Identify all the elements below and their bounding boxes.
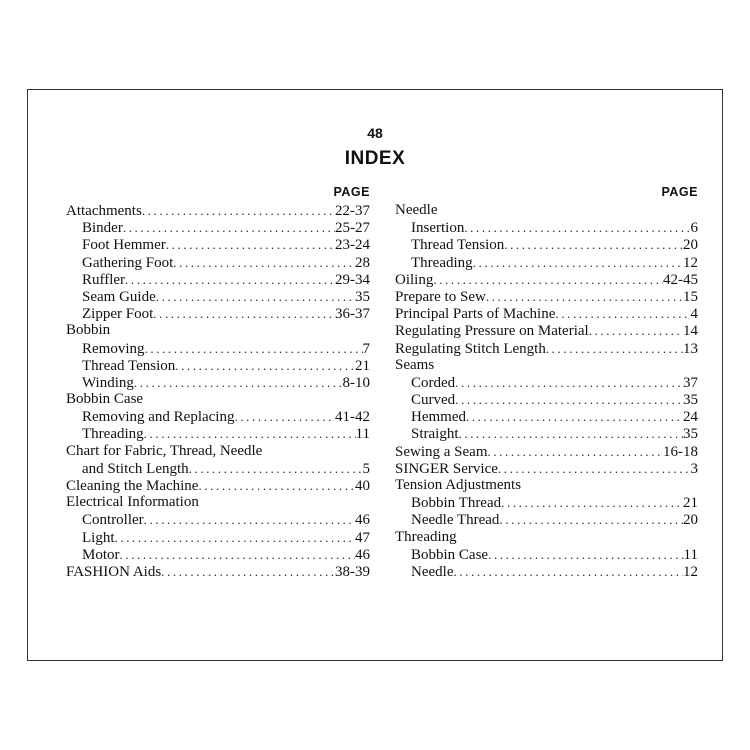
dot-leader <box>499 511 683 528</box>
entry-label: Electrical Information <box>66 494 199 511</box>
dot-leader <box>546 340 683 357</box>
dot-leader <box>433 271 663 288</box>
index-entry <box>66 529 370 546</box>
dot-leader <box>173 254 355 271</box>
entry-page-number: 8-10 <box>342 374 370 391</box>
index-entry <box>66 460 370 477</box>
entry-label: Removing and Replacing <box>82 409 235 426</box>
dot-leader <box>486 288 683 305</box>
entry-label: Bobbin Case <box>411 546 489 563</box>
index-entry <box>395 494 698 511</box>
dot-leader <box>504 236 683 253</box>
index-entry <box>66 546 370 563</box>
entry-page-number: 20 <box>683 512 698 529</box>
index-entry <box>66 305 370 322</box>
index-entry <box>395 288 698 305</box>
entry-page-number: 15 <box>683 288 698 305</box>
entry-label: Thread Tension <box>411 237 505 254</box>
entry-page-number: 5 <box>362 460 370 477</box>
index-entry <box>66 322 370 339</box>
entry-page-number: 46 <box>355 512 370 529</box>
entry-label: Bobbin Case <box>66 391 144 408</box>
dot-leader <box>125 271 335 288</box>
entry-page-number: 24 <box>683 409 698 426</box>
dot-leader <box>459 425 684 442</box>
entry-page-number: 42-45 <box>663 271 698 288</box>
dot-leader <box>555 305 690 322</box>
dot-leader <box>466 408 683 425</box>
entry-page-number: 35 <box>683 392 698 409</box>
page-number: 48 <box>367 125 383 141</box>
entry-page-number: 7 <box>362 340 370 357</box>
entry-label: Hemmed <box>411 409 466 426</box>
index-entry <box>66 236 370 253</box>
dot-leader <box>144 425 356 442</box>
entry-page-number: 37 <box>683 374 698 391</box>
entry-label: Insertion <box>411 220 465 237</box>
dot-leader <box>175 357 355 374</box>
index-entry <box>395 408 698 425</box>
dot-leader <box>453 563 683 580</box>
index-entry <box>395 202 698 219</box>
index-entry <box>395 425 698 442</box>
index-entry <box>395 357 698 374</box>
dot-leader <box>589 322 683 339</box>
entry-label: Principal Parts of Machine <box>395 306 556 323</box>
index-entry <box>395 546 698 563</box>
entry-label: Cleaning the Machine <box>66 478 199 494</box>
index-entry <box>395 340 698 357</box>
index-entry <box>395 563 698 580</box>
entry-page-number: 13 <box>683 340 698 357</box>
dot-leader <box>144 511 355 528</box>
entry-page-number: 14 <box>683 323 698 340</box>
entry-label: Straight <box>411 426 459 443</box>
entry-page-number: 46 <box>355 546 370 563</box>
dot-leader <box>120 546 356 563</box>
entry-page-number: 22-37 <box>335 203 370 219</box>
entry-label: Gathering Foot <box>82 254 174 271</box>
entry-page-number: 28 <box>355 254 370 271</box>
dot-leader <box>115 529 356 546</box>
dot-leader <box>198 477 355 494</box>
index-entry <box>66 271 370 288</box>
entry-label: FASHION Aids <box>66 563 162 580</box>
entry-label: Needle Thread <box>411 512 500 529</box>
dot-leader <box>161 563 335 580</box>
entry-page-number: 47 <box>355 529 370 546</box>
index-entry <box>66 374 370 391</box>
entry-page-number: 29-34 <box>335 271 370 288</box>
entry-label: Winding <box>82 374 134 391</box>
index-entry <box>66 254 370 271</box>
entry-page-number: 16-18 <box>663 443 698 460</box>
entry-label: Removing <box>82 340 145 357</box>
dot-leader <box>142 202 335 219</box>
index-entry <box>395 322 698 339</box>
index-entry <box>66 563 370 580</box>
entry-label: Needle <box>411 563 454 580</box>
dot-leader <box>473 254 683 271</box>
index-entry <box>395 236 698 253</box>
index-entry <box>66 288 370 305</box>
entry-label: SINGER Service <box>395 460 498 477</box>
entry-label: Ruffler <box>82 271 126 288</box>
index-entry <box>395 529 698 546</box>
index-entry <box>66 443 370 460</box>
dot-leader <box>166 236 335 253</box>
entry-label: Controller <box>82 512 144 529</box>
entry-label: Regulating Stitch Length <box>395 340 546 357</box>
dot-leader <box>123 219 335 236</box>
entry-label: Threading <box>411 254 473 271</box>
index-entry <box>395 254 698 271</box>
entry-page-number: 20 <box>683 237 698 254</box>
index-title: INDEX <box>344 148 406 169</box>
entry-page-number: 40 <box>355 478 370 494</box>
dot-leader <box>134 374 343 391</box>
index-entry <box>66 202 370 219</box>
entry-page-number: 12 <box>683 254 698 271</box>
entry-page-number: 11 <box>355 426 370 443</box>
index-entry <box>66 408 370 425</box>
index-entry <box>66 391 370 408</box>
entry-label: Foot Hemmer <box>82 237 166 254</box>
entry-label: Motor <box>82 546 120 563</box>
entry-label: Needle <box>395 202 438 218</box>
dot-leader <box>464 219 690 236</box>
dot-leader <box>234 408 335 425</box>
entry-page-number: 21 <box>355 357 370 374</box>
dot-leader <box>153 305 335 322</box>
entry-label: Corded <box>411 374 456 391</box>
entry-label: Light <box>82 529 115 546</box>
entry-label: Curved <box>411 392 456 409</box>
index-entry <box>395 271 698 288</box>
entry-page-number: 23-24 <box>335 237 370 254</box>
entry-label: Thread Tension <box>82 357 176 374</box>
index-entry <box>395 219 698 236</box>
index-entry <box>66 494 370 511</box>
entry-label: Tension Adjustments <box>395 477 522 493</box>
right-index-column <box>395 183 698 580</box>
page-column-header: PAGE <box>661 185 698 199</box>
entry-page-number: 6 <box>690 220 698 237</box>
index-entry <box>66 340 370 357</box>
entry-label: Sewing a Seam <box>395 443 488 460</box>
entry-label: Zipper Foot <box>82 306 154 323</box>
dot-leader <box>488 546 683 563</box>
left-entry-list <box>66 202 370 580</box>
index-entry <box>66 425 370 442</box>
index-entry <box>395 511 698 528</box>
entry-label: Regulating Pressure on Material <box>395 323 589 340</box>
entry-label: Seams <box>395 356 435 373</box>
entry-page-number: 21 <box>683 495 698 512</box>
dot-leader <box>455 391 683 408</box>
entry-page-number: 38-39 <box>335 563 370 580</box>
entry-page-number: 35 <box>683 426 698 443</box>
entry-page-number: 25-27 <box>335 220 370 237</box>
dot-leader <box>498 460 691 477</box>
dot-leader <box>455 374 683 391</box>
index-entry <box>66 511 370 528</box>
index-entry <box>395 443 698 460</box>
entry-label: Bobbin Thread <box>411 495 502 512</box>
dot-leader <box>145 340 363 357</box>
entry-label: Threading <box>395 528 457 545</box>
index-entry <box>66 477 370 494</box>
entry-label: Chart for Fabric, Thread, Needle <box>66 442 263 459</box>
entry-page-number: 3 <box>690 460 698 477</box>
entry-label: Seam Guide <box>82 288 156 305</box>
entry-label: Oiling <box>395 271 434 288</box>
entry-label: Threading <box>82 426 144 443</box>
entry-label: Bobbin <box>66 322 111 339</box>
index-entry <box>395 460 698 477</box>
dot-leader <box>487 443 663 460</box>
index-entry <box>395 391 698 408</box>
page-column-header: PAGE <box>333 185 370 199</box>
entry-label: and Stitch Length <box>82 460 189 477</box>
index-entry <box>66 357 370 374</box>
entry-label: Attachments <box>66 203 142 219</box>
entry-label: Binder <box>82 220 123 237</box>
index-entry <box>395 374 698 391</box>
entry-page-number: 36-37 <box>335 306 370 323</box>
dot-leader <box>501 494 683 511</box>
entry-page-number: 35 <box>355 288 370 305</box>
index-entry <box>395 477 698 494</box>
entry-page-number: 11 <box>683 546 698 563</box>
entry-page-number: 41-42 <box>335 409 370 426</box>
dot-leader <box>156 288 355 305</box>
entry-page-number: 4 <box>690 306 698 323</box>
index-entry <box>395 305 698 322</box>
dot-leader <box>189 460 363 477</box>
entry-page-number: 12 <box>683 563 698 580</box>
entry-label: Prepare to Sew <box>395 288 486 305</box>
right-entry-list <box>395 202 698 580</box>
index-entry <box>66 219 370 236</box>
left-index-column <box>66 183 370 580</box>
